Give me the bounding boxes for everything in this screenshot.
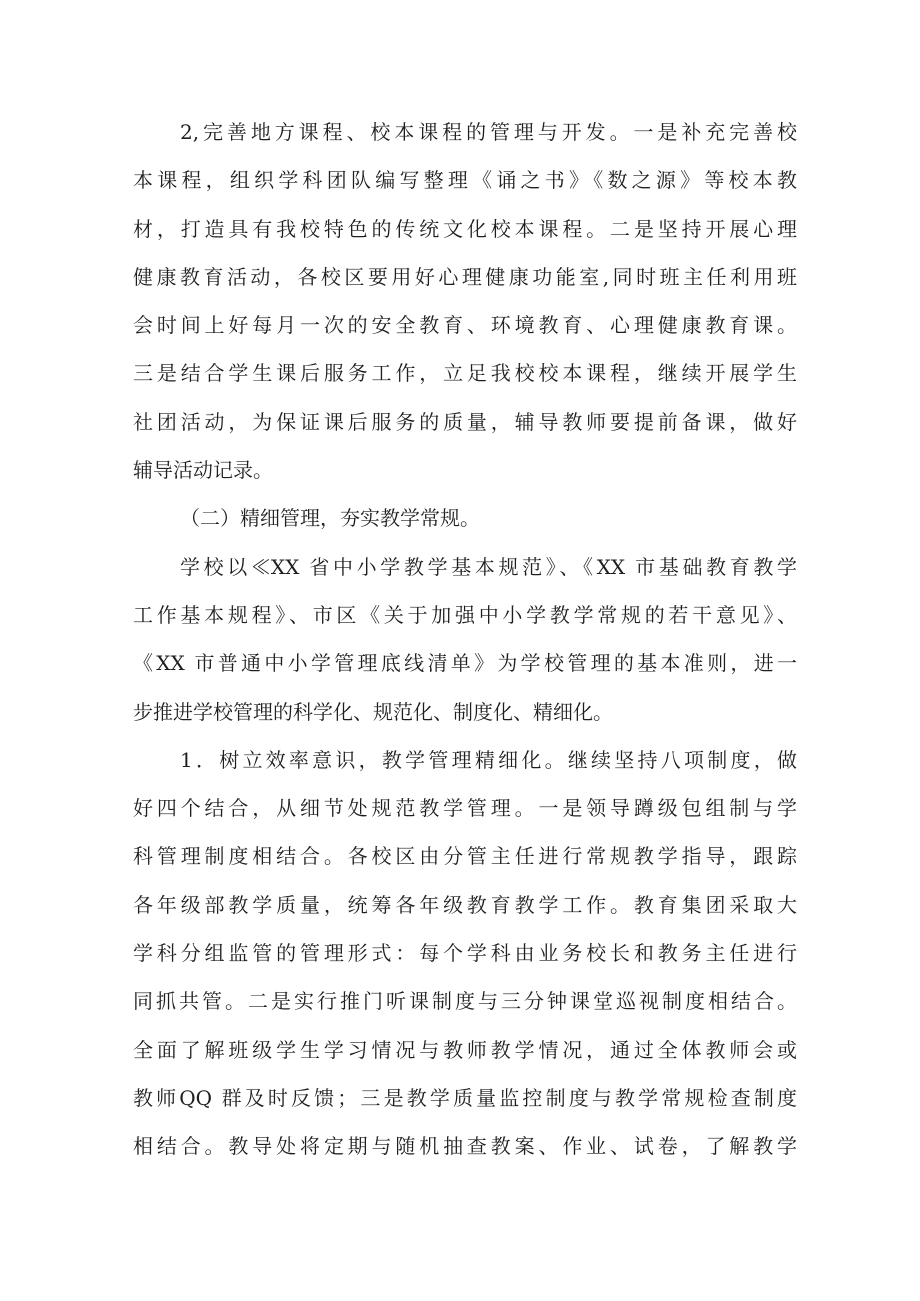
paragraph-3-line-3: 科管理制度相结合。各校区由分管主任进行常规教学指导，跟踪 [133,844,797,869]
paragraph-3-line-1: 1．树立效率意识，教学管理精细化。继续坚持八项制度，做 [180,747,797,772]
paragraph-2-line-2: 工作基本规程》、市区《关于加强中小学教学常规的若干意见》、 [133,602,797,627]
paragraph-3-line-9: 相结合。教导处将定期与随机抽查教案、作业、试卷，了解教学 [133,1134,797,1159]
paragraph-1-line-3: 材，打造具有我校特色的传统文化校本课程。二是坚持开展心理 [133,216,797,241]
document-body [133,108,797,1171]
paragraph-1-line-5: 会时间上好每月一次的安全教育、环境教育、心理健康教育课。 [133,313,797,338]
paragraph-1-line-1: 2,完善地方课程、校本课程的管理与开发。一是补充完善校 [180,120,797,144]
paragraph-1-line-8: 辅导活动记录。 [133,458,273,483]
paragraph-3-line-4: 各年级部教学质量，统筹各年级教育教学工作。教育集团采取大 [133,892,797,917]
paragraph-2-line-1: 学校以≪XX 省中小学教学基本规范》、《XX 市基础教育教学 [180,554,797,579]
paragraph-1-line-2: 本课程，组织学科团队编写整理《诵之书》《数之源》等校本教 [133,168,797,193]
paragraph-3-line-2: 好四个结合，从细节处规范教学管理。一是领导蹲级包组制与学 [133,796,797,821]
paragraph-3-line-6: 同抓共管。二是实行推门听课制度与三分钟课堂巡视制度相结合。 [133,989,797,1014]
paragraph-3-line-5: 学科分组监管的管理形式：每个学科由业务校长和教务主任进行 [133,941,797,966]
paragraph-1-line-4: 健康教育活动，各校区要用好心理健康功能室,同时班主任利用班 [133,264,797,289]
paragraph-2-line-4: 步推进学校管理的科学化、规范化、制度化、精细化。 [133,699,613,724]
paragraph-1-line-6: 三是结合学生课后服务工作，立足我校校本课程，继续开展学生 [133,361,797,386]
paragraph-3-line-7: 全面了解班级学生学习情况与教师教学情况，通过全体教师会或 [133,1037,797,1062]
paragraph-2-line-3: 《XX 市普通中小学管理底线清单》为学校管理的基本准则，进一 [133,651,797,676]
section-heading: （二）精细管理，夯实教学常规。 [180,506,480,531]
paragraph-1-line-7: 社团活动，为保证课后服务的质量，辅导教师要提前备课，做好 [133,409,797,434]
paragraph-3-line-8: 教师QQ 群及时反馈；三是教学质量监控制度与教学常规检查制度 [133,1085,797,1110]
